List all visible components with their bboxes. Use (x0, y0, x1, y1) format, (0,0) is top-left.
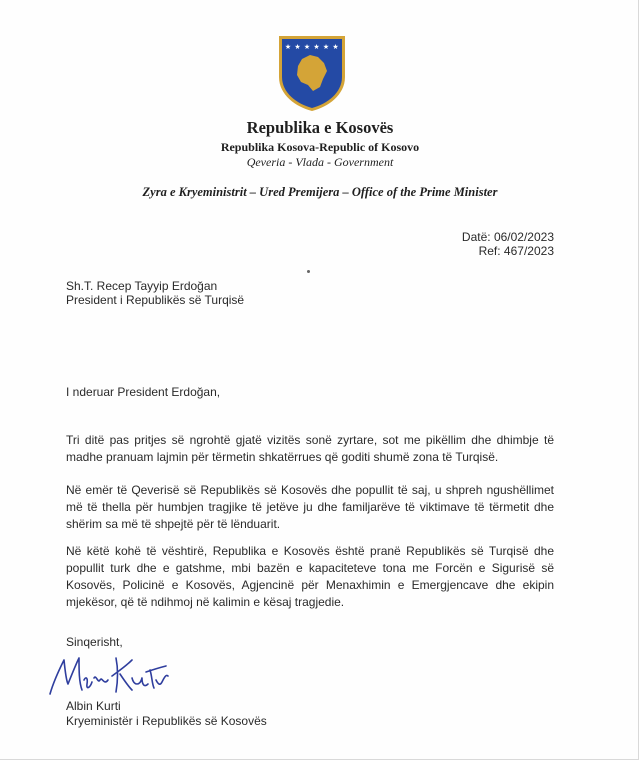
body-paragraph: Tri ditë pas pritjes së ngrohtë gjatë vizitës sonë zyrtare, sot me pikëllim dhe dhimbje të madhe pranuam lajmin për tërmetin shkatërrues që goditi shumë zona të Turqisë. (66, 433, 554, 464)
svg-text:★: ★ (313, 43, 320, 51)
signer-name: Albin Kurti (66, 699, 121, 713)
svg-text:★: ★ (322, 43, 330, 51)
addressee-title: President i Republikës së Turqisë (66, 293, 245, 307)
paper-speck (307, 270, 310, 273)
country-multilingual-heading: Republika Kosova-Republic of Kosovo (220, 140, 420, 154)
svg-text:★: ★ (332, 43, 339, 51)
letter-date: Datë: 06/02/2023 (461, 230, 554, 244)
body-paragraph: Në këtë kohë të vështirë, Republika e Kosovës është pranë Republikës së Turqisë dhe popullit turk dhe e gatshme, mbi bazën e kapaciteteve tona me Forcën e Sigurisë së Kosovës, Policinë e Kosovës, Agjencinë për Menaxhimin e Emergjencave dhe ekipin mjekësor, që të ndihmoj në kalimin e kësaj tragjedie. (66, 544, 554, 609)
government-heading: Qeveria - Vlada - Government (246, 155, 394, 169)
svg-text:★: ★ (284, 43, 292, 51)
country-heading: Republika e Kosovës (246, 118, 394, 137)
signer-title: Kryeministër i Republikës së Kosovës (66, 714, 267, 728)
office-heading: Zyra e Kryeministrit – Ured Premijera – Office of the Prime Minister (142, 185, 498, 199)
svg-text:★: ★ (303, 43, 311, 51)
salutation: I nderuar President Erdoğan, (66, 385, 221, 399)
coat-of-arms-emblem (276, 33, 348, 113)
reference-number: Ref: 467/2023 (478, 244, 554, 258)
closing-phrase: Sinqerisht, (66, 635, 123, 649)
handwritten-signature (46, 650, 176, 700)
body-paragraph: Në emër të Qeverisë së Republikës së Kosovës dhe popullit të saj, u shpreh ngushëllimet më të thella për humbjen tragjike të jetëve ju dhe familjarëve të viktimave të tërmetit dhe shërim sa më të shpejtë për të lënduarit. (66, 483, 554, 531)
svg-text:★: ★ (294, 43, 301, 51)
addressee-name: Sh.T. Recep Tayyip Erdoğan (66, 279, 218, 293)
